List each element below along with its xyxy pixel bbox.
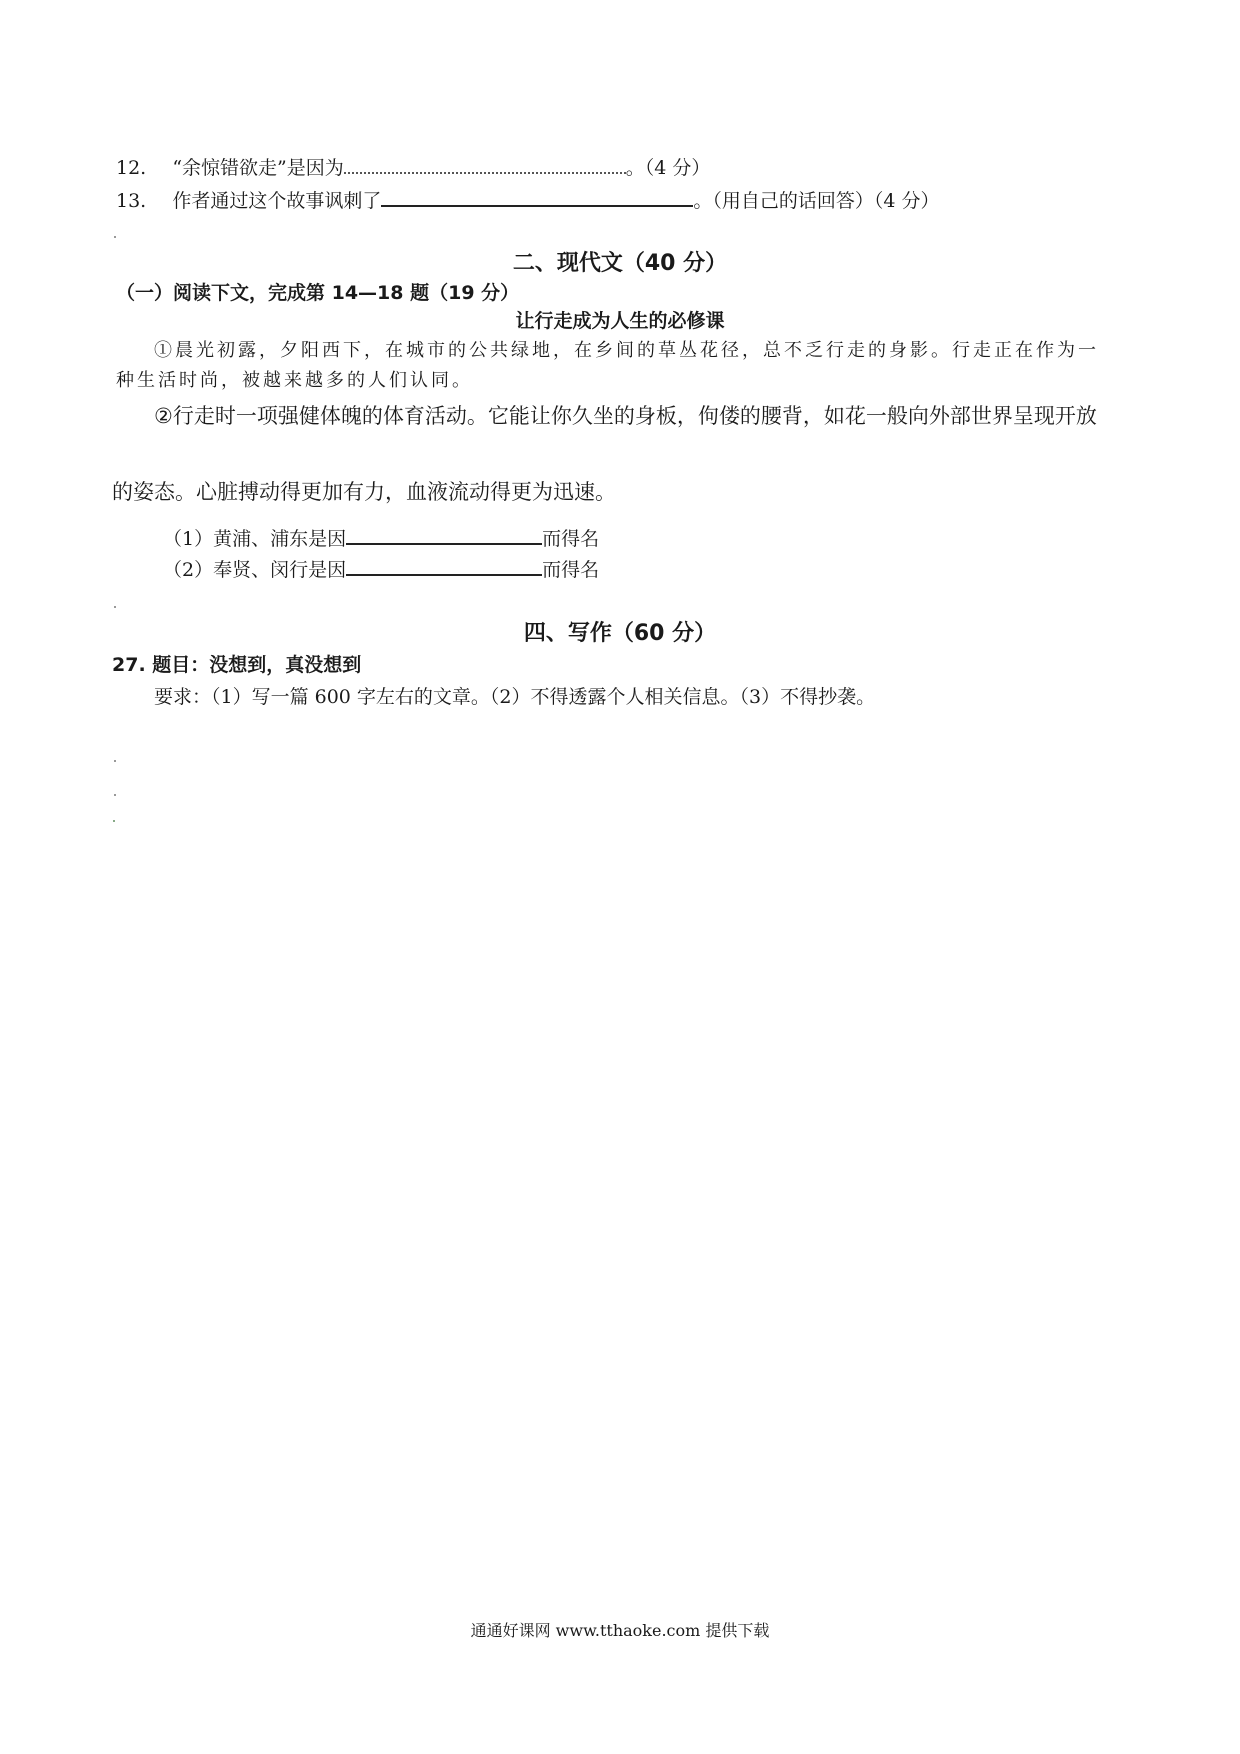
fill-item-label: （1）黄浦、浦东是因: [163, 528, 347, 550]
answer-blank[interactable]: [346, 525, 542, 545]
stray-mark: [114, 606, 116, 608]
fill-item: [163, 555, 599, 582]
question-score: 。（4 分）: [625, 157, 711, 179]
writing-topic: 27. 题目：没想到，真没想到: [112, 654, 362, 676]
paragraph-line: ②行走时一项强健体魄的体育活动。它能让你久坐的身板，佝偻的腰背，如花一般向外部世界呈现开放: [154, 404, 1097, 428]
stray-mark: [114, 236, 116, 238]
stray-mark: [114, 760, 116, 762]
question-number: 12.: [116, 157, 147, 179]
section-title: 二、现代文（40 分）: [512, 251, 728, 276]
section-subheading: （一）阅读下文，完成第 14—18 题（19 分）: [116, 282, 520, 304]
writing-requirements: 要求：（1）写一篇 600 字左右的文章。（2）不得透露个人相关信息。（3）不得抄袭。: [154, 686, 876, 708]
paragraph-line: ①晨光初露，夕阳西下，在城市的公共绿地，在乡间的草丛花径，总不乏行走的身影。行走正在作为一: [154, 340, 1099, 361]
question-score: 。（用自己的话回答）（4 分）: [693, 190, 940, 212]
stray-mark: [114, 794, 116, 796]
fill-item-suffix: 而得名: [542, 528, 600, 550]
question-text: “余惊错欲走”是因为: [172, 157, 344, 179]
stray-mark: [113, 820, 115, 822]
question-text: 作者通过这个故事讽刺了: [172, 190, 382, 212]
question-13: [116, 187, 939, 213]
fill-item-label: （2）奉贤、闵行是因: [163, 559, 347, 581]
paragraph-line: 种生活时尚，被越来越多的人们认同。: [116, 370, 473, 391]
fill-item: [163, 524, 599, 551]
passage-title: 让行走成为人生的必修课: [515, 310, 725, 332]
answer-blank[interactable]: [344, 154, 626, 174]
section-title: 四、写作（60 分）: [523, 621, 717, 646]
question-12: [116, 154, 710, 180]
question-number: 13.: [116, 190, 147, 212]
fill-item-suffix: 而得名: [542, 559, 600, 581]
paragraph-line: 的姿态。心脏搏动得更加有力，血液流动得更为迅速。: [112, 480, 616, 504]
answer-blank[interactable]: [346, 556, 542, 576]
answer-blank[interactable]: [381, 187, 693, 207]
footer-text: 通通好课网 www.tthaoke.com 提供下载: [470, 1621, 770, 1640]
